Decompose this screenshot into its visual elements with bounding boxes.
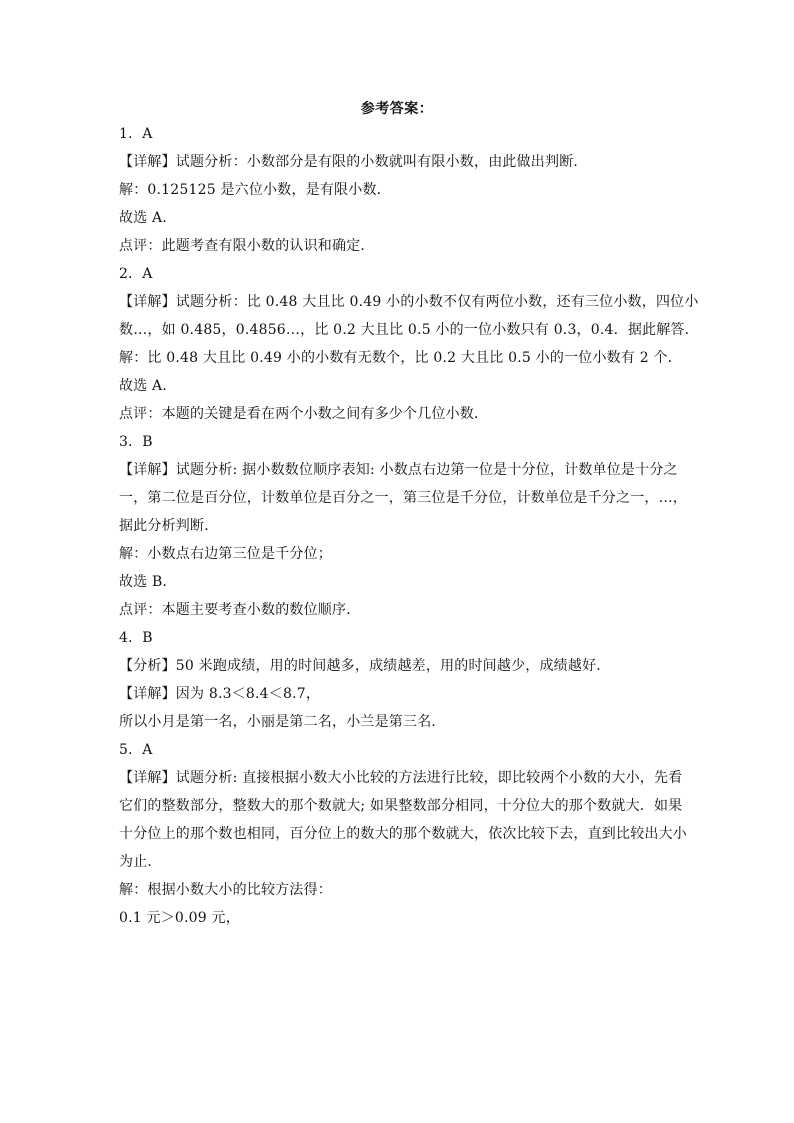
text-line: 故选 B． (119, 574, 177, 590)
text-line: 点评：此题考查有限小数的认识和确定． (119, 238, 375, 254)
text-line: 4．B (119, 630, 153, 646)
text-line: 解：小数点右边第三位是千分位； (119, 546, 332, 562)
text-line: 故选 A． (119, 210, 177, 226)
text-line: 3．B (119, 434, 153, 450)
text-line: 点评：本题主要考查小数的数位顺序． (119, 602, 361, 618)
text-line: 为止． (119, 854, 162, 870)
text-line: 数…，如 0.485，0.4856…，比 0.2 大且比 0.5 小的一位小数只有 0.3，0.4．据此解答． (119, 322, 699, 338)
text-line: 5．A (119, 742, 153, 758)
text-line: 【详解】试题分析：小数部分是有限的小数就叫有限小数，由此做出判断． (119, 154, 588, 170)
text-line: 所以小月是第一名，小丽是第二名，小兰是第三名． (119, 714, 446, 730)
text-line: 【详解】试题分析: 直接根据小数大小比较的方法进行比较，即比较两个小数的大小，先看 (119, 770, 683, 786)
text-line: 据此分析判断． (119, 518, 219, 534)
text-line: 解：根据小数大小的比较方法得： (119, 882, 332, 898)
text-line: 【详解】因为 8.3＜8.4＜8.7， (119, 686, 321, 702)
text-line: 点评：本题的关键是看在两个小数之间有多少个几位小数． (119, 406, 489, 422)
text-line: 【分析】50 米跑成绩，用的时间越多，成绩越差，用的时间越少，成绩越好． (119, 658, 611, 674)
text-line: 它们的整数部分，整数大的那个数就大; 如果整数部分相同，十分位大的那个数就大．如果 (119, 798, 683, 814)
text-line: 【详解】试题分析：比 0.48 大且比 0.49 小的小数不仅有两位小数，还有三位小数，四位小 (119, 294, 699, 310)
text-line: 解：比 0.48 大且比 0.49 小的小数有无数个，比 0.2 大且比 0.5 小的一位小数有 2 个． (119, 350, 682, 366)
text-line: 一，第二位是百分位，计数单位是百分之一，第三位是千分位，计数单位是千分之一，…， (119, 490, 687, 506)
text-line: 十分位上的那个数也相同，百分位上的数大的那个数就大，依次比较下去，直到比较出大小 (119, 826, 687, 842)
text-line: 【详解】试题分析: 据小数数位顺序表知: 小数点右边第一位是十分位，计数单位是十分之 (119, 462, 678, 478)
text-line: 2．A (119, 266, 153, 282)
text-line: 解：0.125125 是六位小数，是有限小数． (119, 182, 391, 198)
page-title: 参考答案： (360, 101, 434, 117)
text-line: 故选 A． (119, 378, 177, 394)
answer-content (119, 120, 699, 932)
text-line: 1．A (119, 126, 153, 142)
text-line: 0.1 元＞0.09 元， (119, 910, 240, 926)
